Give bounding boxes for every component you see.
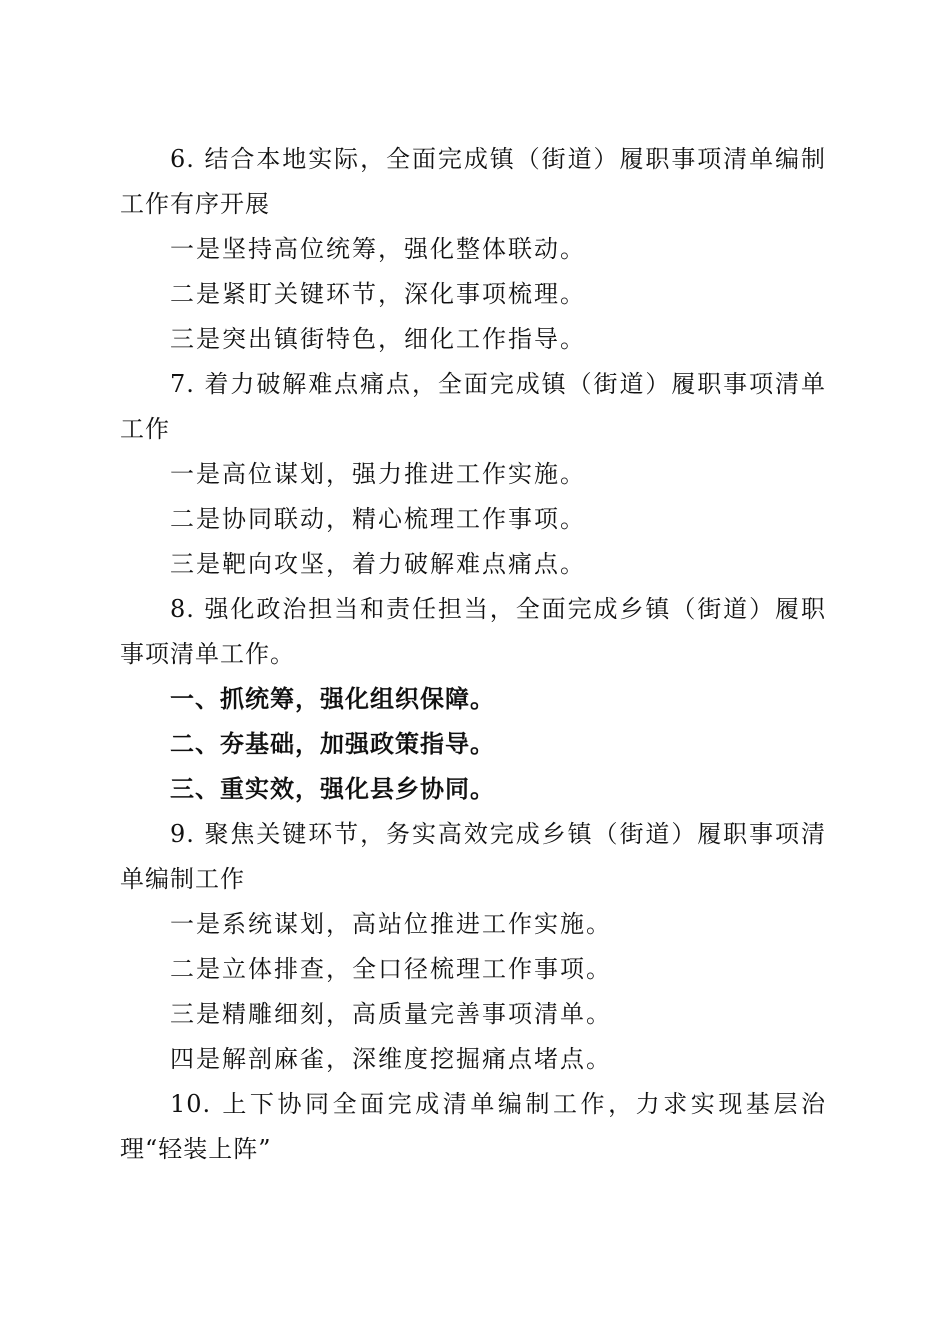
section-heading-line: 6. 结合本地实际，全面完成镇（街道）履职事项清单编制 xyxy=(170,145,826,173)
section-item: 四是解剖麻雀，深维度挖掘痛点堵点。 xyxy=(170,1045,612,1073)
section-item-bold: 一、抓统筹，强化组织保障。 xyxy=(170,685,495,713)
document-body xyxy=(120,137,826,1172)
section-heading-line: 单编制工作 xyxy=(120,865,245,893)
section-item-bold: 三、重实效，强化县乡协同。 xyxy=(170,775,495,803)
section-heading-line: 事项清单工作。 xyxy=(120,640,295,668)
section-heading-line: 理“轻装上阵” xyxy=(120,1135,272,1163)
section-6 xyxy=(120,137,826,362)
section-item: 一是坚持高位统筹，强化整体联动。 xyxy=(170,235,586,263)
section-item: 二是协同联动，精心梳理工作事项。 xyxy=(170,505,586,533)
section-item: 一是系统谋划，高站位推进工作实施。 xyxy=(170,910,612,938)
section-9 xyxy=(120,812,826,1082)
section-heading-line: 10. 上下协同全面完成清单编制工作，力求实现基层治 xyxy=(170,1090,826,1118)
section-item: 二是紧盯关键环节，深化事项梳理。 xyxy=(170,280,586,308)
section-8 xyxy=(120,587,826,812)
section-7 xyxy=(120,362,826,587)
section-item: 三是精雕细刻，高质量完善事项清单。 xyxy=(170,1000,612,1028)
section-heading-line: 工作 xyxy=(120,415,170,443)
section-item: 二是立体排查，全口径梳理工作事项。 xyxy=(170,955,612,983)
section-item-bold: 二、夯基础，加强政策指导。 xyxy=(170,730,495,758)
section-10 xyxy=(120,1082,826,1172)
section-item: 三是靶向攻坚，着力破解难点痛点。 xyxy=(170,550,586,578)
section-item: 一是高位谋划，强力推进工作实施。 xyxy=(170,460,586,488)
section-heading-line: 8. 强化政治担当和责任担当，全面完成乡镇（街道）履职 xyxy=(170,595,826,623)
section-heading-line: 7. 着力破解难点痛点，全面完成镇（街道）履职事项清单 xyxy=(170,370,826,398)
section-heading-line: 工作有序开展 xyxy=(120,190,270,218)
section-heading-line: 9. 聚焦关键环节，务实高效完成乡镇（街道）履职事项清 xyxy=(170,820,826,848)
section-item: 三是突出镇街特色，细化工作指导。 xyxy=(170,325,586,353)
